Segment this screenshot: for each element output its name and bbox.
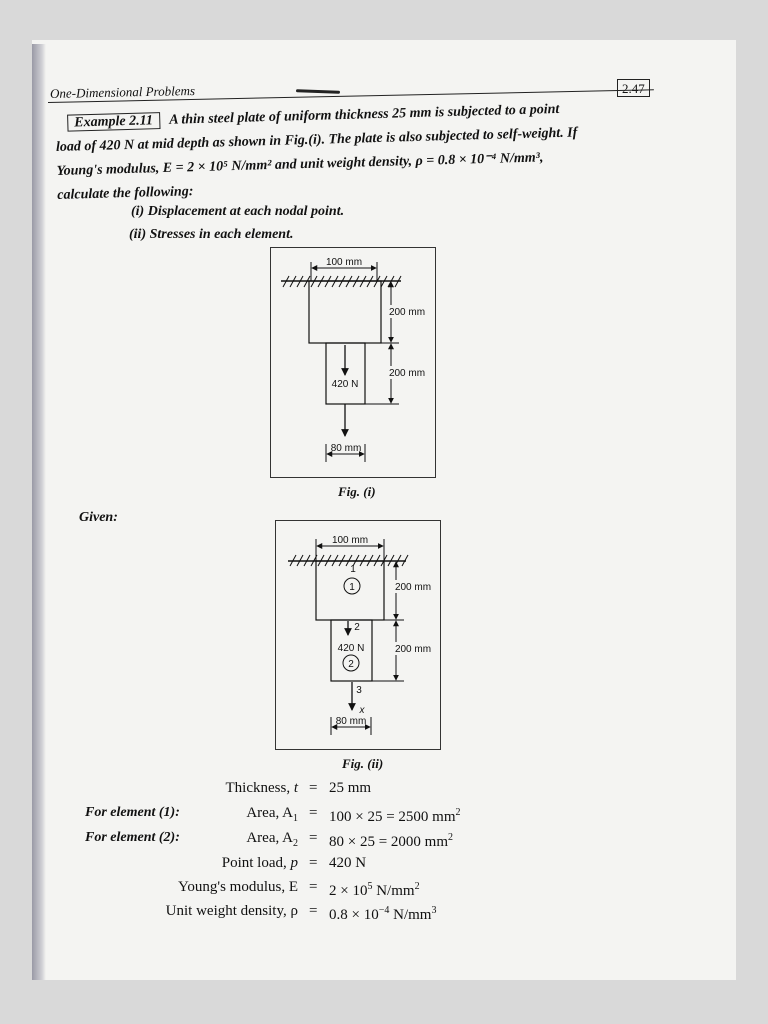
fig2-element-1-label: 1	[349, 582, 355, 593]
fig2-node-1: 1	[350, 564, 356, 575]
task-displacement: (i) Displacement at each nodal point.	[131, 204, 345, 219]
given-area-2: For element (2): Area, $A_2$ = 80 × 25 = 2000 $mm^2$	[85, 830, 454, 850]
fig2-top-height: 200 mm	[394, 582, 432, 593]
given-area-1: For element (1): Area, $A_1$ = 100 × 25 = 2500 $mm^2$	[85, 805, 461, 825]
figure-2	[275, 520, 441, 750]
problem-line-2: load of 420 N at mid depth as shown in Fig.(i). The plate is also subjected to self-weight. If	[55, 125, 578, 155]
problem-line-4: calculate the following:	[57, 184, 194, 203]
figure-1	[270, 247, 436, 478]
example-label: Example 2.11	[67, 112, 160, 132]
figure-2-caption: Fig. (ii)	[342, 756, 384, 771]
given-thickness: Thickness, t = 25 mm	[225, 780, 372, 796]
fig2-load: 420 N	[337, 643, 365, 654]
fig2-bottom-width: 80 mm	[335, 716, 367, 727]
page-number: 2.47	[617, 79, 650, 97]
problem-line-3: Young's modulus, E = 2 × 10⁵ N/mm² and unit weight density, ρ = 0.8 × 10⁻⁴ N/mm³,	[56, 150, 544, 179]
figure-1-caption: Fig. (i)	[338, 484, 376, 499]
problem-text-1: A thin steel plate of uniform thickness 25 mm is subjected to a point	[169, 101, 560, 128]
running-header-title: One-Dimensional Problems	[49, 82, 196, 101]
given-point-load: Point load, p = 420 N	[221, 855, 367, 871]
fig2-x-axis: x	[359, 705, 365, 716]
fig2-element-2-label: 2	[348, 659, 354, 670]
fig1-load: 420 N	[331, 379, 359, 390]
fig1-top-plate	[309, 281, 381, 343]
fig1-top-width: 100 mm	[325, 257, 363, 268]
given-heading: Given:	[79, 510, 118, 525]
fig1-top-height: 200 mm	[388, 307, 426, 318]
figure-1-drawing	[271, 248, 435, 477]
fig2-node-3: 3	[356, 685, 362, 696]
fig1-bottom-height: 200 mm	[388, 368, 426, 379]
fig2-bottom-height: 200 mm	[394, 644, 432, 655]
problem-statement	[55, 95, 665, 208]
figure-2-drawing	[276, 521, 440, 749]
task-stresses: (ii) Stresses in each element.	[129, 227, 294, 242]
given-youngs-modulus: Young's modulus, E = $2 \times 10^5$ $N/mm^2$	[178, 879, 420, 899]
given-unit-weight-density: Unit weight density, ρ = $0.8 \times 10^{-4}$ $N/mm^3$	[165, 903, 437, 923]
fig1-bottom-width: 80 mm	[330, 443, 362, 454]
fig2-top-width: 100 mm	[331, 535, 369, 546]
fig2-node-2: 2	[354, 622, 360, 633]
